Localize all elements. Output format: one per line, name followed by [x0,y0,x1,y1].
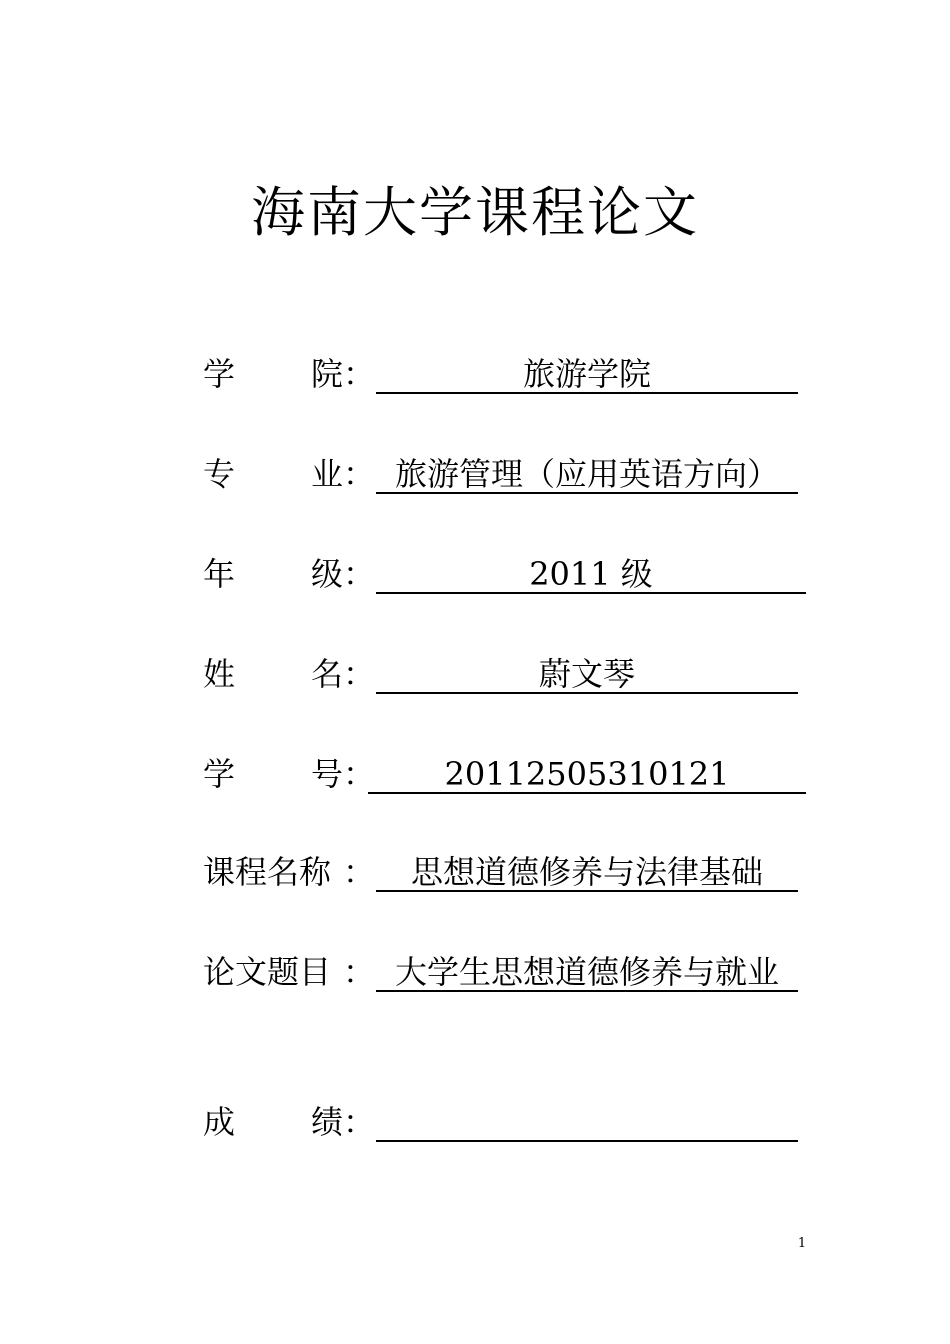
field-label-paper-topic [203,952,379,992]
document-title: 海南大学课程论文 [251,181,699,244]
field-label-text: 姓 名 [203,655,343,693]
field-colon: ： [343,655,376,693]
field-colon: ： [343,953,376,991]
field-label-text: 课程名称 [203,853,332,891]
field-colon: ： [343,853,376,891]
field-colon: ： [343,755,376,793]
field-value-course-name: 思想道德修养与法律基础 [376,852,798,892]
field-label-text: 学 号 [203,755,343,793]
field-label-score [203,1102,379,1142]
field-label-text: 年 级 [203,555,343,593]
field-label-text: 成 绩 [203,1103,343,1141]
field-colon: ： [343,1103,376,1141]
field-value-major: 旅游管理（应用英语方向） [376,454,798,494]
field-value-college: 旅游学院 [376,354,798,394]
field-label-text: 论文题目 [203,953,332,991]
field-value-grade: 2011 级 [376,554,806,594]
page-number: 1 [797,1236,807,1251]
field-colon: ： [343,455,376,493]
field-label-text: 学 院 [203,355,343,393]
field-label-name [203,654,379,694]
field-value-score [376,1102,798,1142]
field-colon: ： [343,355,376,393]
field-value-paper-topic: 大学生思想道德修养与就业 [376,952,798,992]
field-label-student-id [203,754,379,794]
field-value-student-id: 20112505310121 [368,754,806,794]
field-label-course-name [203,852,379,892]
field-colon: ： [343,555,376,593]
field-value-name: 蔚文琴 [376,654,798,694]
field-label-major [203,454,379,494]
field-label-college [203,354,379,394]
field-label-text: 专 业 [203,455,343,493]
field-label-grade [203,554,379,594]
